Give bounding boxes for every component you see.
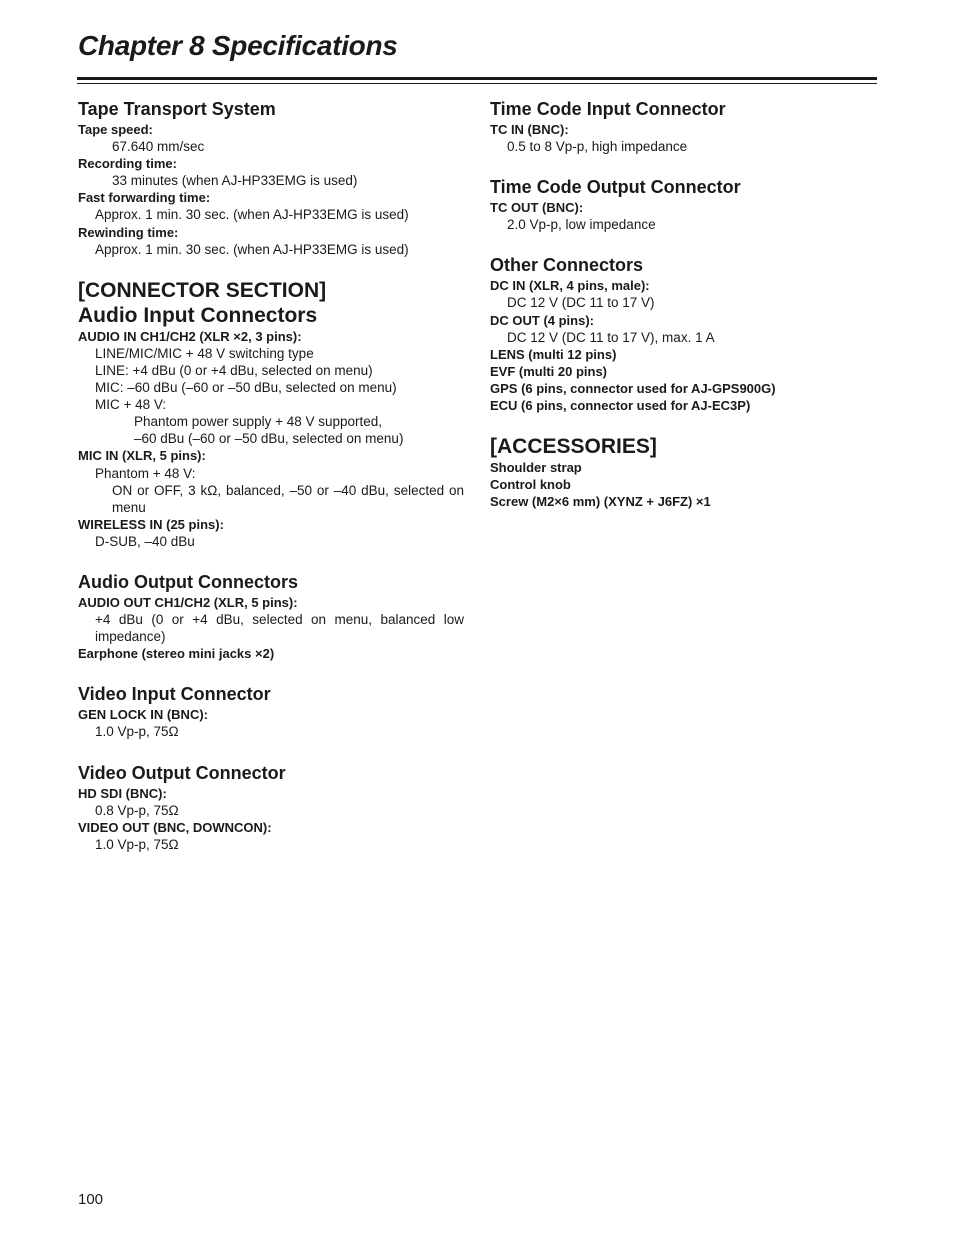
- spec-label: Screw (M2×6 mm) (XYNZ + J6FZ) ×1: [490, 494, 711, 510]
- left-column: [78, 97, 464, 873]
- spec-list: [490, 199, 876, 233]
- spec-label: Fast forwarding time:: [78, 190, 211, 206]
- spec-value: DC 12 V (DC 11 to 17 V), max. 1 A: [507, 329, 715, 345]
- spec-list: [490, 121, 876, 155]
- spec-label: Tape speed:: [78, 122, 153, 137]
- page-number: 100: [78, 1191, 104, 1208]
- spec-value: MIC: –60 dBu (–60 or –50 dBu, selected on menu): [95, 380, 397, 396]
- spec-label: Control knob: [490, 477, 571, 493]
- spec-label: ECU (6 pins, connector used for AJ-EC3P): [490, 398, 751, 414]
- accessories-section: [490, 434, 876, 510]
- audio-output-section: [78, 570, 464, 662]
- video-output-section: [78, 761, 464, 853]
- spec-list: [490, 277, 876, 414]
- spec-label: VIDEO OUT (BNC, DOWNCON):: [78, 819, 272, 835]
- spec-label: EVF (multi 20 pins): [490, 363, 608, 379]
- section-heading: Audio Output Connectors: [78, 571, 298, 592]
- other-connectors-section: [490, 253, 876, 414]
- spec-label: WIRELESS IN (25 pins):: [78, 516, 224, 532]
- spec-value: Phantom power supply + 48 V supported,: [134, 414, 383, 430]
- spec-label: GPS (6 pins, connector used for AJ-GPS900G): [490, 380, 776, 396]
- spec-label: DC IN (XLR, 4 pins, male):: [490, 278, 650, 294]
- spec-value: LINE/MIC/MIC + 48 V switching type: [95, 345, 314, 361]
- right-column: [490, 97, 876, 530]
- spec-value: +4 dBu (0 or +4 dBu, selected on menu, balanced low impedance): [95, 612, 464, 645]
- spec-value: LINE: +4 dBu (0 or +4 dBu, selected on menu): [95, 362, 373, 378]
- spec-label: GEN LOCK IN (BNC):: [78, 707, 208, 723]
- time-code-output-section: [490, 175, 876, 233]
- section-heading: Time Code Output Connector: [490, 177, 741, 198]
- spec-value: 33 minutes (when AJ-HP33EMG is used): [112, 173, 358, 189]
- spec-label: HD SDI (BNC):: [78, 785, 167, 801]
- section-heading: Time Code Input Connector: [490, 99, 726, 119]
- section-heading: Video Output Connector: [78, 762, 286, 783]
- spec-list: [78, 706, 464, 740]
- spec-value: DC 12 V (DC 11 to 17 V): [507, 295, 655, 311]
- section-heading: Tape Transport System: [78, 99, 276, 119]
- spec-value: 0.5 to 8 Vp-p, high impedance: [507, 139, 688, 155]
- spec-value: D-SUB, –40 dBu: [95, 533, 195, 549]
- spec-label: DC OUT (4 pins):: [490, 312, 594, 328]
- video-input-section: [78, 682, 464, 740]
- spec-label: AUDIO OUT CH1/CH2 (XLR, 5 pins):: [78, 594, 298, 610]
- spec-label: TC OUT (BNC):: [490, 200, 584, 216]
- spec-label: AUDIO IN CH1/CH2 (XLR ×2, 3 pins):: [78, 328, 302, 344]
- spec-value: Phantom + 48 V:: [95, 465, 196, 481]
- spec-value: Approx. 1 min. 30 sec. (when AJ-HP33EMG is used): [95, 241, 409, 257]
- section-heading: Audio Input Connectors: [78, 303, 318, 327]
- spec-value: 67.640 mm/sec: [112, 139, 205, 155]
- chapter-title: Chapter 8 Specifications: [78, 30, 398, 61]
- spec-list: [78, 121, 464, 258]
- spec-value: 0.8 Vp-p, 75Ω: [95, 802, 179, 818]
- spec-label: Shoulder strap: [490, 460, 582, 476]
- header-rule-thick: [77, 77, 877, 80]
- spec-value: 1.0 Vp-p, 75Ω: [95, 836, 179, 852]
- spec-value: –60 dBu (–60 or –50 dBu, selected on menu): [134, 431, 404, 447]
- spec-value: MIC + 48 V:: [95, 397, 167, 413]
- spec-value: ON or OFF, 3 kΩ, balanced, –50 or –40 dBu, selected on menu: [112, 482, 464, 515]
- spec-value: Approx. 1 min. 30 sec. (when AJ-HP33EMG is used): [95, 207, 409, 223]
- spec-label: LENS (multi 12 pins): [490, 346, 617, 362]
- spec-list: [490, 459, 876, 510]
- spec-value: 2.0 Vp-p, low impedance: [507, 217, 656, 233]
- spec-label: TC IN (BNC):: [490, 122, 569, 137]
- audio-input-section: [78, 278, 464, 550]
- section-heading: Video Input Connector: [78, 684, 271, 705]
- spec-label: Rewinding time:: [78, 224, 179, 240]
- spec-list: [78, 328, 464, 550]
- spec-value: 1.0 Vp-p, 75Ω: [95, 724, 179, 740]
- spec-list: [78, 785, 464, 853]
- spec-label: Recording time:: [78, 156, 177, 172]
- header-rule-thin: [77, 83, 877, 84]
- spec-label: Earphone (stereo mini jacks ×2): [78, 646, 275, 662]
- section-heading: [ACCESSORIES]: [490, 435, 657, 459]
- section-heading: Other Connectors: [490, 255, 644, 276]
- connector-section-heading: [CONNECTOR SECTION]: [78, 278, 327, 302]
- time-code-input-section: [490, 97, 876, 155]
- spec-list: [78, 594, 464, 662]
- spec-label: MIC IN (XLR, 5 pins):: [78, 448, 206, 464]
- tape-transport-section: [78, 97, 464, 258]
